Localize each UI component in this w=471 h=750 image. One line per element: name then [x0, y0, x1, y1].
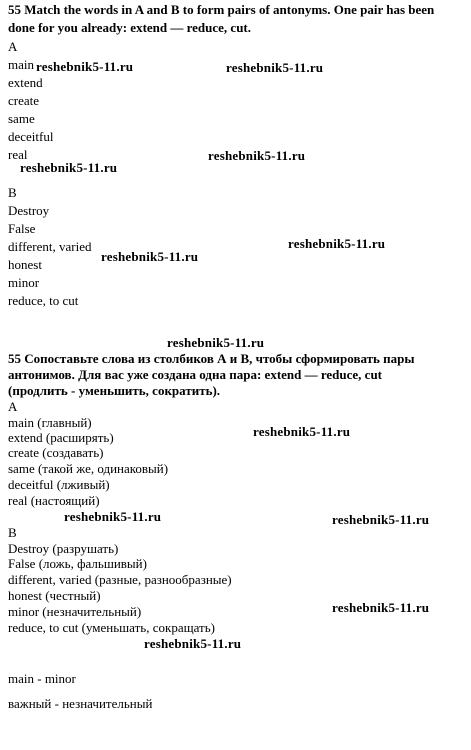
list-item: reduce, to cut (уменьшать, сокращать)	[8, 620, 215, 635]
list-item: main (главный)	[8, 415, 92, 430]
watermark: reshebnik5-11.ru	[167, 335, 265, 350]
column-a-label: A	[8, 399, 18, 414]
column-b-label: B	[8, 525, 17, 540]
list-item: minor (незначительный)	[8, 604, 142, 619]
answer-line-en: main - minor	[8, 671, 76, 686]
list-item: real	[8, 147, 28, 162]
task-heading-en-line2: done for you already: extend — reduce, cut.	[8, 20, 252, 35]
list-item: honest	[8, 257, 42, 272]
watermark: reshebnik5-11.ru	[144, 636, 242, 651]
list-item: real (настоящий)	[8, 493, 100, 508]
list-item: deceitful	[8, 129, 54, 144]
list-item: create (создавать)	[8, 445, 104, 460]
column-a-label: A	[8, 39, 18, 54]
watermark: reshebnik5-11.ru	[101, 249, 199, 264]
column-b-label: B	[8, 185, 17, 200]
watermark: reshebnik5-11.ru	[20, 160, 118, 175]
list-item: deceitful (лживый)	[8, 477, 110, 492]
task-heading-ru-line3: (продлить - уменьшить, сократить).	[8, 383, 221, 398]
list-item: extend	[8, 75, 43, 90]
watermark: reshebnik5-11.ru	[288, 236, 386, 251]
list-item: main	[8, 57, 34, 72]
list-item: False	[8, 221, 36, 236]
list-item: Destroy (разрушать)	[8, 541, 119, 556]
list-item: False (ложь, фальшивый)	[8, 556, 147, 571]
answer-line-ru: важный - незначительный	[8, 696, 153, 711]
watermark: reshebnik5-11.ru	[64, 509, 162, 524]
watermark: reshebnik5-11.ru	[332, 512, 430, 527]
list-item: reduce, to cut	[8, 293, 79, 308]
list-item: honest (честный)	[8, 588, 101, 603]
watermark: reshebnik5-11.ru	[253, 424, 351, 439]
list-item: same	[8, 111, 35, 126]
task-heading-ru-line2: антонимов. Для вас уже создана одна пара: extend — reduce, cut	[8, 367, 383, 382]
watermark: reshebnik5-11.ru	[36, 59, 134, 74]
watermark: reshebnik5-11.ru	[332, 600, 430, 615]
watermark: reshebnik5-11.ru	[226, 60, 324, 75]
list-item: Destroy	[8, 203, 50, 218]
list-item: same (такой же, одинаковый)	[8, 461, 169, 476]
list-item: minor	[8, 275, 40, 290]
task-heading-en-line1: 55 Match the words in A and B to form pairs of antonyms. One pair has been	[8, 2, 435, 17]
watermark: reshebnik5-11.ru	[208, 148, 306, 163]
list-item: different, varied	[8, 239, 92, 254]
list-item: different, varied (разные, разнообразные)	[8, 572, 232, 587]
list-item: create	[8, 93, 40, 108]
list-item: extend (расширять)	[8, 430, 114, 445]
task-heading-ru-line1: 55 Сопоставьте слова из столбиков А и В, чтобы сформировать пары	[8, 351, 415, 366]
